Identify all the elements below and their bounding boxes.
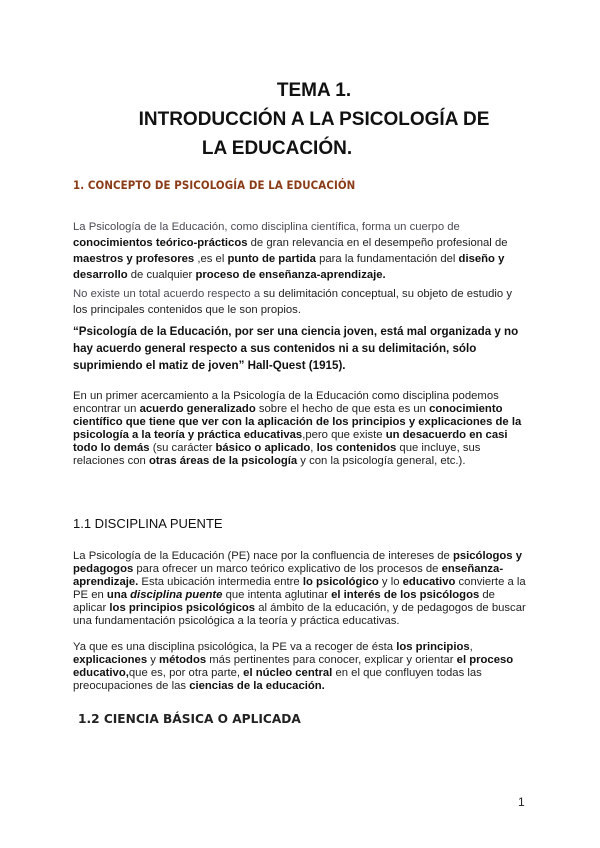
section-1-2-heading: 1.2 CIENCIA BÁSICA O APLICADA <box>78 712 301 726</box>
title-line-1: TEMA 1. <box>276 80 352 101</box>
hall-quest-quote: “Psicología de la Educación, por ser una ciencia joven, está mal organizada y no hay acuerdo general respecto a sus contenidos ni a su delimitación, sólo suprimiendo el matiz de joven” Hall-Quest (1915). <box>73 325 519 372</box>
section-1-heading: 1. CONCEPTO DE PSICOLOGÍA DE LA EDUCACIÓN <box>73 178 356 192</box>
section-1-1-heading: 1.1 DISCIPLINA PUENTE <box>73 516 223 531</box>
document-title <box>0 76 600 163</box>
section-1-paragraph-1: La Psicología de la Educación, como disciplina científica, forma un cuerpo de conocimientos teórico-prácticos de gran relevancia en el desempeño profesional de maestros y profesores ,es el punto de partida para la fundamentación del diseño y desarrollo de cualquier proceso de enseñanza-aprendizaje. <box>73 221 508 281</box>
section-1-1-paragraph-1: La Psicología de la Educación (PE) nace por la confluencia de intereses de psicólogos y pedagogos para ofrecer un marco teórico explicativo de los procesos de enseñanza-aprendizaje. Esta ubicación intermedia entre lo psicológico y lo educativo convierte a la PE en una disciplina puente que intenta aglutinar el interés de los psicólogos de aplicar los principios psicológicos al ámbito de la educación, y de pedagogos de buscar una fundamentación psicológica a la teoría y práctica educativas. <box>73 550 526 627</box>
section-1-paragraph-2: No existe un total acuerdo respecto a su delimitación conceptual, su objeto de estudio y los principales contenidos que le son propios. <box>73 288 512 316</box>
section-1-1-paragraph-2: Ya que es una disciplina psicológica, la PE va a recoger de ésta los principios, explicaciones y métodos más pertinentes para conocer, explicar y orientar el proceso educativo,que es, por otra parte, el núcleo central en el que confluyen todas las preocupaciones de las ciencias de la educación. <box>73 641 514 692</box>
title-line-3: LA EDUCACIÓN. <box>201 138 353 159</box>
section-1-paragraph-3: En un primer acercamiento a la Psicología de la Educación como disciplina podemos encontrar un acuerdo generalizado sobre el hecho de que esta es un conocimiento científico que tiene que ver con la aplicación de los principios y explicaciones de la psicología a la teoría y práctica educativas,pero que existe un desacuerdo en casi todo lo demás (su carácter básico o aplicado, los contenidos que incluye, sus relaciones con otras áreas de la psicología y con la psicología general, etc.). <box>73 390 522 467</box>
page-number: 1 <box>518 795 525 809</box>
title-line-2: INTRODUCCIÓN A LA PSICOLOGÍA DE <box>138 109 490 130</box>
